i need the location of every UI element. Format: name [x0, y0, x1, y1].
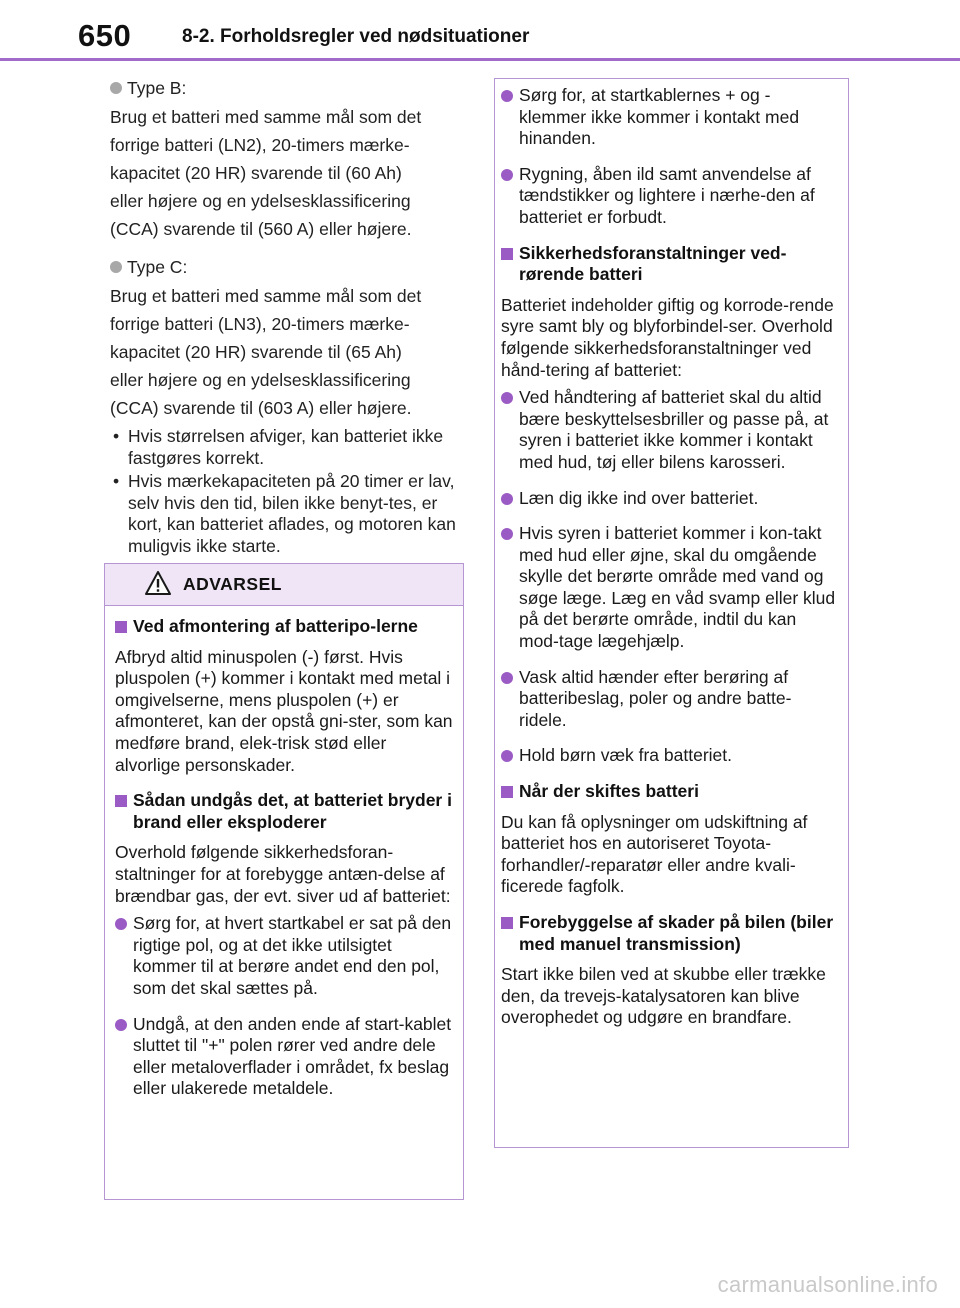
type-c-block	[110, 255, 470, 558]
warning-content	[105, 606, 463, 1100]
square-bullet-icon	[115, 795, 127, 807]
list-item-text: Undgå, at den anden ende af start-kablet sluttet til "+" polen rører ved andre dele eller metaloverflader i området, fx beslag eller ulakerede metaldele.	[133, 1013, 452, 1099]
subsection-heading	[501, 912, 838, 955]
text-line: forrige batteri (LN2), 20-timers mærke-	[110, 135, 410, 155]
paragraph: Overhold følgende sikkerhedsforan-staltninger for at forebygge antæn-delse af brændbar gas, der evt. siver ud af batteriet:	[115, 842, 451, 906]
purple-bullet-icon	[501, 672, 513, 684]
page-header	[0, 0, 960, 64]
subsection-heading	[501, 243, 838, 286]
list-item	[115, 913, 453, 999]
list-item-text: Ved håndtering af batteriet skal du altid bære beskyttelsesbriller og passe på, at syren i batteriet ikke kommer i kontakt med hud, tøj eller bilens karosseri.	[519, 387, 829, 472]
text-line: (CCA) svarende til (560 A) eller højere.	[110, 219, 412, 239]
watermark-text: carmanualsonline.info	[717, 1272, 938, 1297]
type-b-text	[110, 103, 470, 243]
list-item	[115, 1014, 453, 1100]
subsection-heading	[501, 781, 838, 803]
purple-bullet-icon	[501, 750, 513, 762]
type-b-heading	[110, 76, 470, 100]
warning-title: ADVARSEL	[183, 574, 282, 594]
right-warning-box	[494, 78, 849, 1148]
subsection-heading-text: Sådan undgås det, at batteriet bryder i brand eller eksploderer	[133, 790, 452, 832]
text-line: kapacitet (20 HR) svarende til (65 Ah)	[110, 342, 402, 362]
purple-bullet-icon	[115, 918, 127, 930]
header-rule	[0, 58, 960, 61]
list-item	[501, 667, 838, 732]
section-title: 8-2. Forholdsregler ved nødsituationer	[182, 26, 530, 47]
text-line: forrige batteri (LN3), 20-timers mærke-	[110, 314, 410, 334]
subsection-heading	[115, 616, 453, 638]
type-b-block	[110, 76, 470, 243]
list-item	[501, 745, 838, 767]
list-item	[501, 488, 838, 510]
page-number: 650	[78, 18, 132, 53]
paragraph: Du kan få oplysninger om udskiftning af batteriet hos en autoriseret Toyota-forhandler/-reparatør eller andre kvali-ficerede fagfolk.	[501, 811, 808, 897]
square-bullet-icon	[115, 621, 127, 633]
list-item	[501, 164, 838, 229]
list-item-text: Sørg for, at startkablernes + og - klemmer ikke kommer i kontakt med hinanden.	[519, 85, 800, 149]
square-bullet-icon	[501, 248, 513, 260]
warning-triangle-icon	[145, 570, 171, 596]
text-line: kapacitet (20 HR) svarende til (60 Ah)	[110, 163, 402, 183]
list-item-text: Sørg for, at hvert startkabel er sat på den rigtige pol, og at det ikke utilsigtet kommer til at berøre andet end den pol, som det skal sættes på.	[133, 913, 452, 998]
purple-bullet-icon	[501, 493, 513, 505]
paragraph: Batteriet indeholder giftig og korrode-rende syre samt bly og blyforbindel-ser. Overhold følgende sikkerhedsforanstaltninger ved hånd-tering af batteriet:	[501, 294, 834, 380]
purple-bullet-icon	[501, 528, 513, 540]
list-item-text: Læn dig ikke ind over batteriet.	[519, 487, 759, 508]
text-line: eller højere og en ydelsesklassificering	[110, 370, 411, 390]
purple-bullet-icon	[501, 392, 513, 404]
list-item	[501, 523, 838, 653]
grey-bullet-icon	[110, 261, 122, 273]
text-line: Brug et batteri med samme mål som det	[110, 286, 422, 306]
subsection-heading	[115, 790, 453, 833]
square-bullet-icon	[501, 786, 513, 798]
square-bullet-icon	[501, 917, 513, 929]
subsection-heading-text: Forebyggelse af skader på bilen (biler med manuel transmission)	[519, 912, 834, 954]
purple-bullet-icon	[115, 1019, 127, 1031]
right-content	[495, 79, 848, 1029]
warning-box	[104, 563, 464, 1200]
list-item-text: Hold børn væk fra batteriet.	[519, 745, 732, 766]
subsection-heading-text: Ved afmontering af batteripo-lerne	[133, 616, 418, 636]
paragraph: Afbryd altid minuspolen (-) først. Hvis pluspolen (+) kommer i kontakt med metal i omgivelserne, mens pluspolen (+) er afmonteret, kan der opstå gni-ster, som kan medføre brand, elek-trisk stød eller alvorlige personskader.	[115, 646, 453, 775]
text-line: eller højere og en ydelsesklassificering	[110, 191, 411, 211]
grey-bullet-icon	[110, 82, 122, 94]
list-item	[501, 85, 838, 150]
paragraph: Start ikke bilen ved at skubbe eller trække den, da trevejs-katalysatoren kan blive overophedet og udgøre en brandfare.	[501, 964, 826, 1028]
text-line: (CCA) svarende til (603 A) eller højere.	[110, 398, 412, 418]
list-item-text: Rygning, åben ild samt anvendelse af tændstikker og lightere i nærhe-den af batteriet er forbudt.	[519, 163, 815, 227]
type-c-label: Type C:	[127, 257, 188, 277]
purple-bullet-icon	[501, 169, 513, 181]
left-column	[110, 76, 470, 570]
list-item-text: Vask altid hænder efter berøring af batteribeslag, poler og andre batte-ridele.	[519, 666, 792, 730]
list-item: • Hvis mærkekapaciteten på 20 timer er lav, selv hvis den tid, bilen ikke benyt-tes, er kort, kan batteriet aflades, og motoren kan muligvis ikke starte.	[110, 471, 470, 557]
notes-list	[110, 426, 470, 558]
type-b-label: Type B:	[127, 78, 187, 98]
warning-header	[105, 564, 463, 606]
subsection-heading-text: Sikkerhedsforanstaltninger ved-rørende batteri	[519, 242, 787, 285]
subsection-heading-text: Når der skiftes batteri	[519, 781, 699, 802]
list-item	[501, 387, 838, 473]
type-c-text	[110, 282, 470, 422]
list-item-text: Hvis syren i batteriet kommer i kon-takt med hud eller øjne, skal du omgående skylle det berørte område med vand og søge læge. Læg en våd svamp eller klud på det berørte område, indtil du kan mod-tage lægehjælp.	[519, 523, 836, 652]
text-line: Brug et batteri med samme mål som det	[110, 107, 422, 127]
purple-bullet-icon	[501, 90, 513, 102]
type-c-heading	[110, 255, 470, 279]
list-item: • Hvis størrelsen afviger, kan batteriet ikke fastgøres korrekt.	[110, 426, 470, 469]
